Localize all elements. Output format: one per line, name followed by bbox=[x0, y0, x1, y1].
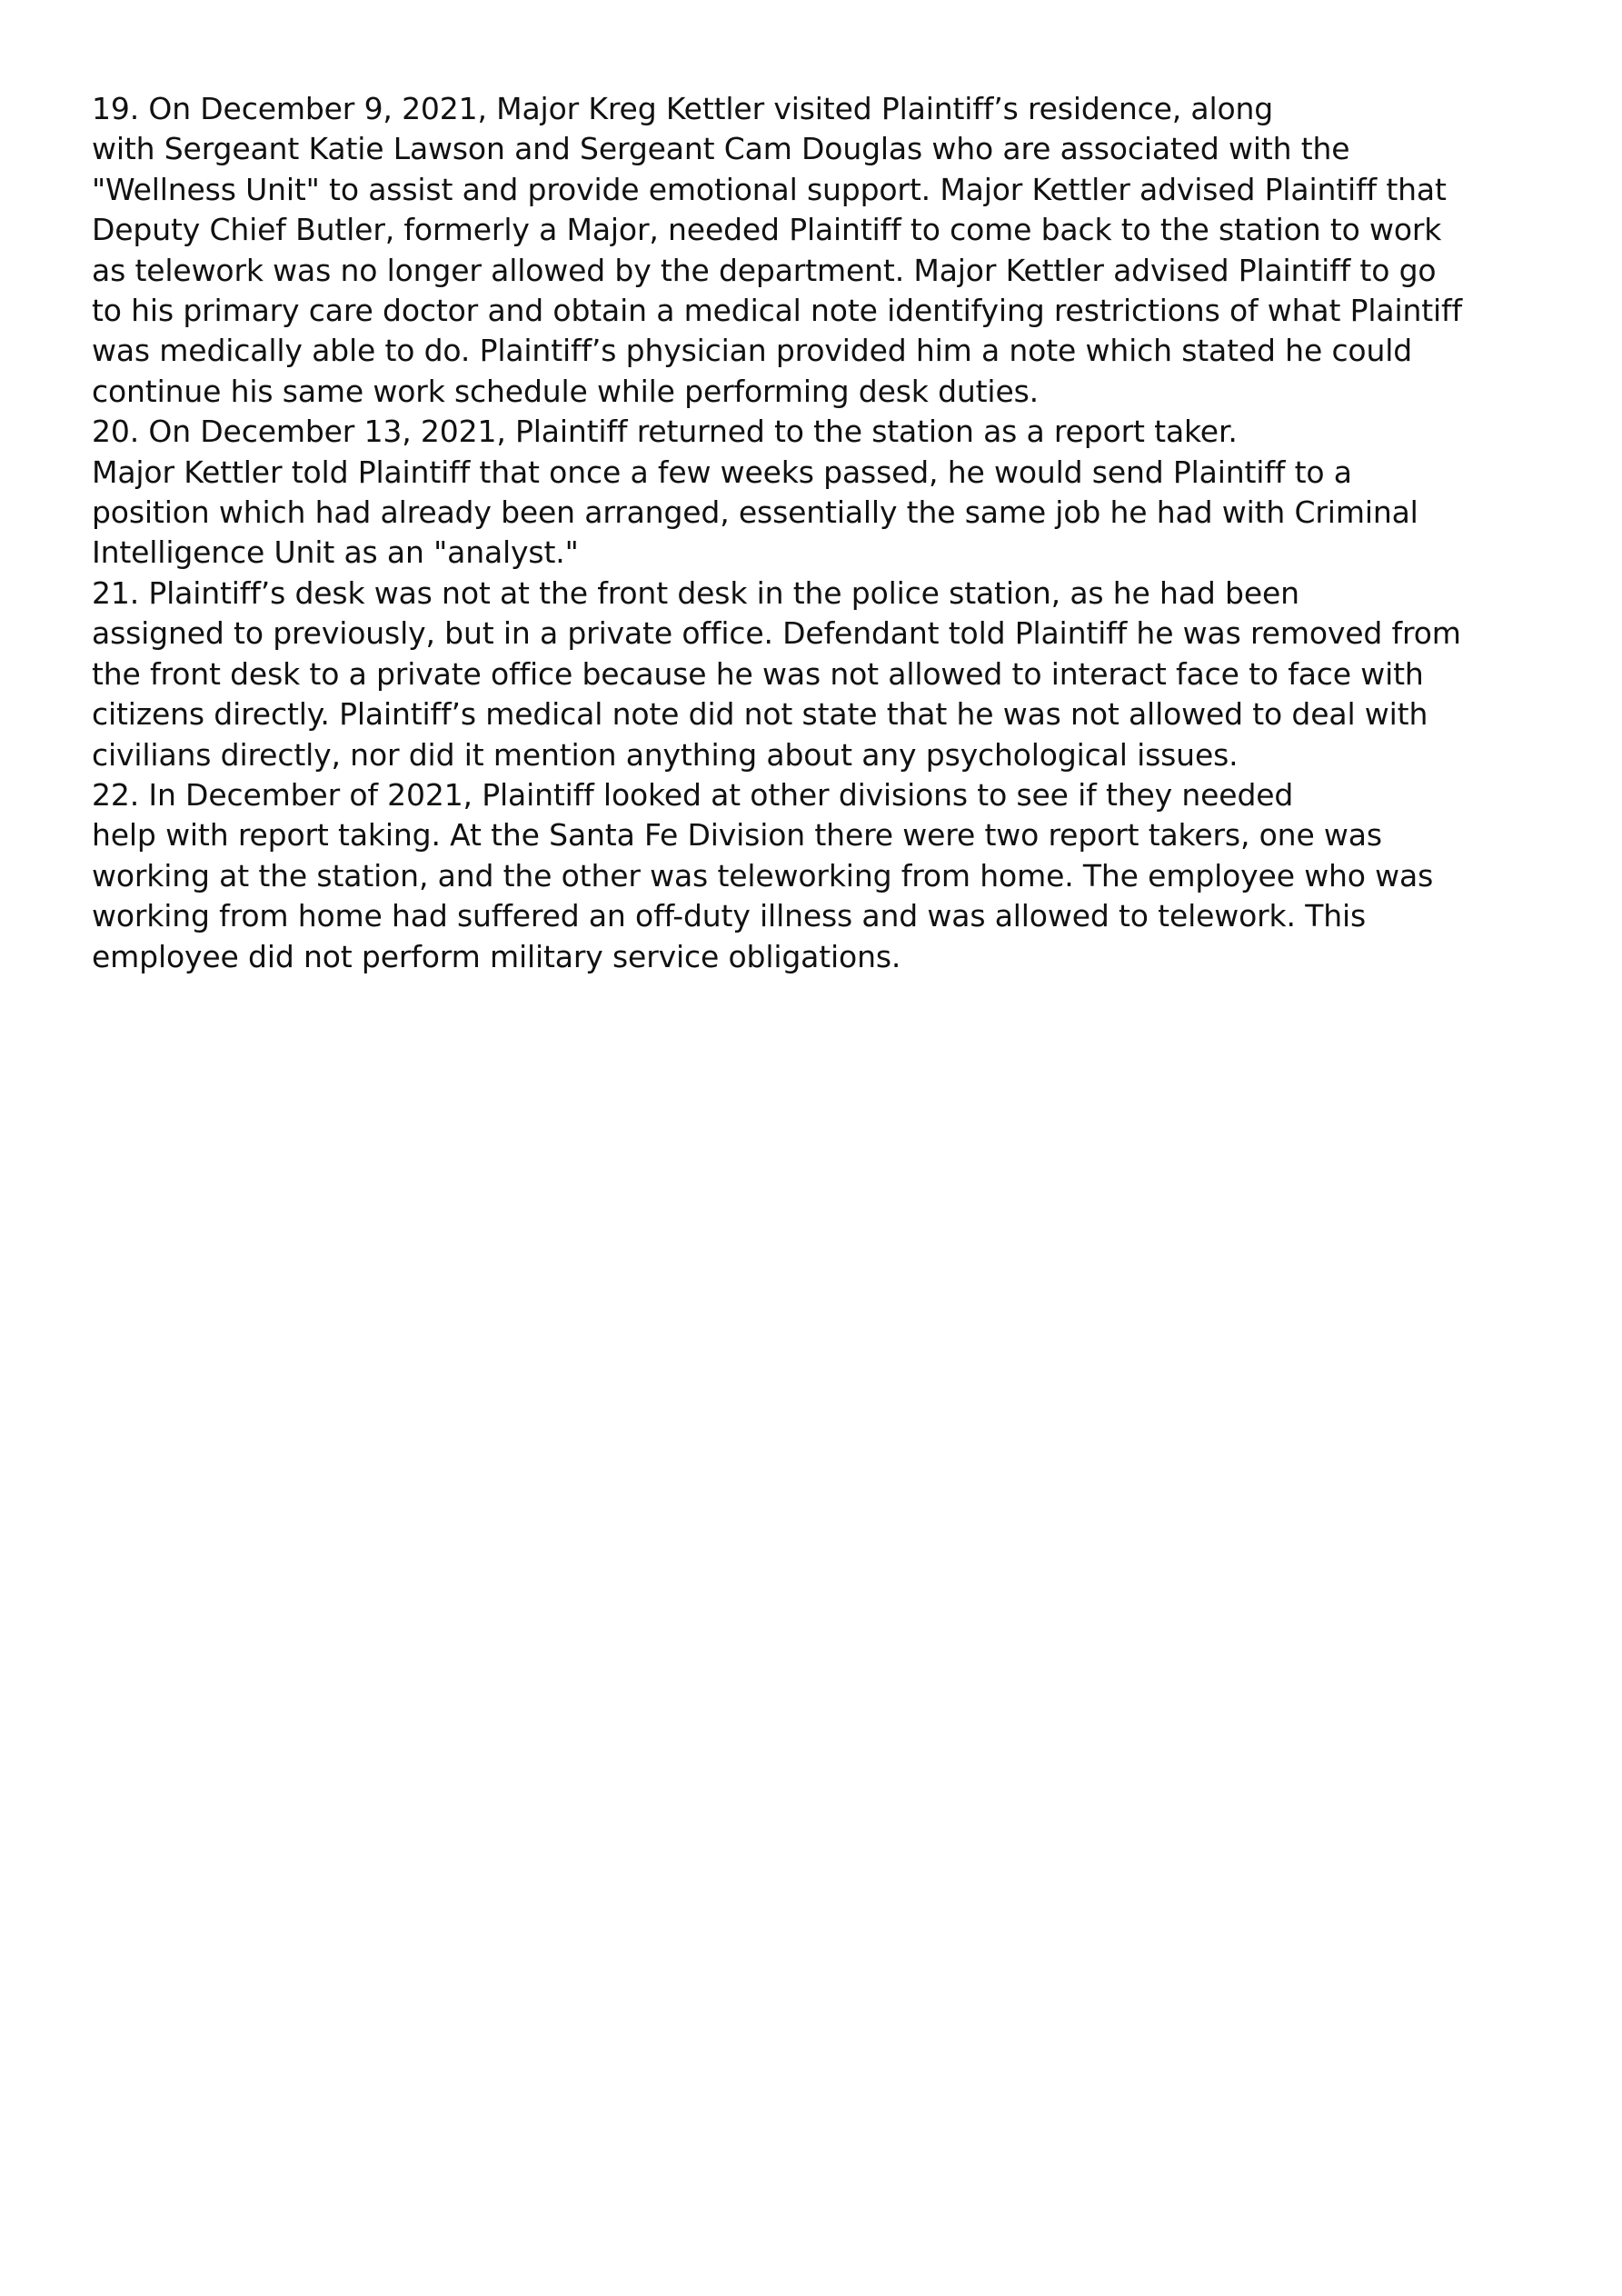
text-line: to his primary care doctor and obtain a medical note identifying restrictions of what Plaintiff bbox=[92, 293, 1462, 329]
paragraph-19 bbox=[92, 89, 1582, 412]
text-line: was medically able to do. Plaintiff’s physician provided him a note which stated he could bbox=[92, 333, 1413, 369]
text-line: Deputy Chief Butler, formerly a Major, needed Plaintiff to come back to the station to work bbox=[92, 212, 1442, 248]
paragraph-20 bbox=[92, 412, 1582, 574]
text-line: citizens directly. Plaintiff’s medical note did not state that he was not allowed to deal with bbox=[92, 696, 1428, 733]
text-line: help with report taking. At the Santa Fe Division there were two report takers, one was bbox=[92, 817, 1382, 854]
paragraph-22 bbox=[92, 775, 1582, 977]
text-line: with Sergeant Katie Lawson and Sergeant Cam Douglas who are associated with the bbox=[92, 131, 1350, 167]
text-line: position which had already been arranged, essentially the same job he had with Criminal bbox=[92, 494, 1418, 531]
text-line: employee did not perform military service obligations. bbox=[92, 938, 901, 974]
text-line: assigned to previously, but in a private office. Defendant told Plaintiff he was removed from bbox=[92, 615, 1461, 652]
text-line: "Wellness Unit" to assist and provide emotional support. Major Kettler advised Plaintiff that bbox=[92, 171, 1447, 207]
text-line: 21. Plaintiff’s desk was not at the front desk in the police station, as he had been bbox=[92, 574, 1299, 611]
text-line: 19. On December 9, 2021, Major Kreg Kettler visited Plaintiff’s residence, along bbox=[92, 91, 1274, 126]
text-line: working at the station, and the other was teleworking from home. The employee who was bbox=[92, 857, 1434, 893]
text-line: Major Kettler told Plaintiff that once a few weeks passed, he would send Plaintiff to a bbox=[92, 454, 1352, 490]
text-line: working from home had suffered an off-duty illness and was allowed to telework. This bbox=[92, 898, 1367, 934]
text-line: the front desk to a private office because he was not allowed to interact face to face with bbox=[92, 655, 1424, 692]
paragraph-21 bbox=[92, 574, 1582, 775]
text-line: civilians directly, nor did it mention anything about any psychological issues. bbox=[92, 736, 1239, 773]
text-line: continue his same work schedule while performing desk duties. bbox=[92, 373, 1039, 409]
text-line: Intelligence Unit as an "analyst." bbox=[92, 534, 579, 571]
text-line: 22. In December of 2021, Plaintiff looked at other divisions to see if they needed bbox=[92, 776, 1294, 813]
document-page bbox=[92, 89, 1582, 977]
text-line: as telework was no longer allowed by the department. Major Kettler advised Plaintiff to go bbox=[92, 252, 1437, 288]
text-line: 20. On December 13, 2021, Plaintiff returned to the station as a report taker. bbox=[92, 414, 1238, 450]
